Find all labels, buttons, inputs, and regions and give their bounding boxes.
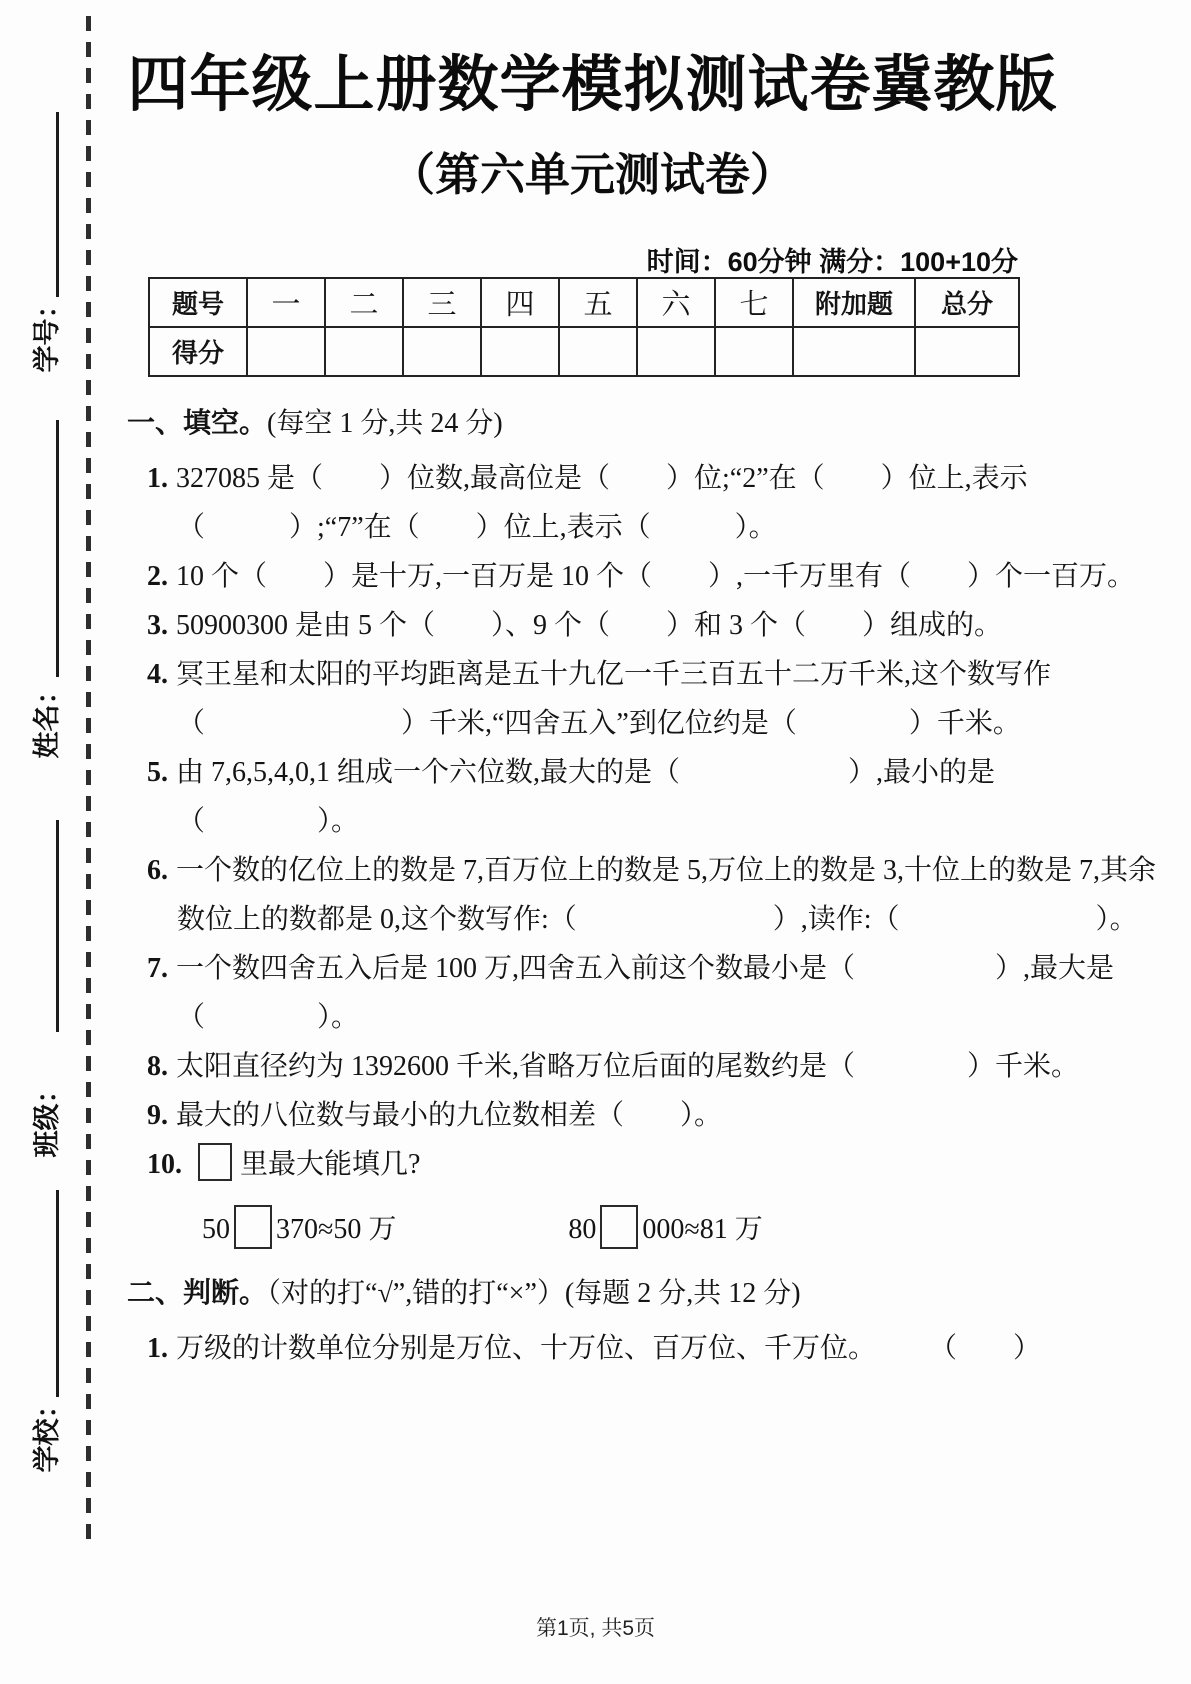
item-number: 4. [147,659,168,690]
page-title: 四年级上册数学模拟测试卷冀教版 [127,50,1058,118]
score-empty-cell [915,327,1019,376]
item-text: 里最大能填几? [240,1149,421,1180]
expression-text: 370≈50 万 [276,1214,397,1245]
school-label: 学校： [32,1391,62,1473]
score-table-score-row [149,327,1019,376]
section1-heading-title: 一、填空。 [127,407,268,438]
score-row-label: 得分 [149,327,247,376]
item-number: 9. [147,1100,168,1131]
score-empty-cell [637,327,715,376]
digit-box [600,1205,638,1249]
fill-item-9 [147,1091,1159,1140]
expression-text: 80 [568,1214,597,1245]
digit-box [198,1143,232,1181]
name-label: 姓名： [32,677,62,759]
fill-item-4 [147,650,1159,748]
time-score-note: 时间：60分钟 满分：100+10分 [646,247,1018,277]
item-text: 万级的计数单位分别是万位、十万位、百万位、千万位。 [176,1333,877,1364]
score-empty-cell [559,327,637,376]
item-number: 8. [147,1051,168,1082]
section1-heading-note: (每空 1 分,共 24 分) [267,408,503,439]
item-text: 10 个（ ）是十万,一百万是 10 个（ ）,一千万里有（ ）个一百万。 [176,561,1136,592]
judge-item-text [147,1324,876,1373]
school-fill-line [56,1190,59,1397]
item-number: 1. [147,463,168,494]
item-text: 太阳直径约为 1392600 千米,省略万位后面的尾数约是（ ）千米。 [176,1051,1080,1082]
score-empty-cell [715,327,793,376]
fill-item-5 [147,748,1159,846]
expression-text: 50 [202,1214,230,1245]
item-number: 5. [147,757,168,788]
item-number: 3. [147,610,168,641]
item-number: 6. [147,855,168,886]
score-empty-cell [793,327,915,376]
section1-heading [127,398,1159,448]
test-body [127,398,1159,1373]
score-table-cell-bonus: 附加题 [793,278,915,327]
score-table-cell: 一 [247,278,325,327]
student-id-fill-line [56,112,59,297]
fill-item-6 [147,846,1159,944]
fill-item-8 [147,1042,1159,1091]
digit-box [234,1205,272,1249]
class-label: 班级： [32,1076,62,1158]
score-table-cell: 二 [325,278,403,327]
item-number: 1. [147,1333,168,1364]
score-empty-cell [325,327,403,376]
item-text: 最大的八位数与最小的九位数相差（ ）。 [176,1100,723,1131]
section2-heading-note: （对的打“√”,错的打“×”）(每题 2 分,共 12 分) [267,1278,801,1309]
page-number: 第1页, 共5页 [535,1617,656,1640]
score-table-cell: 五 [559,278,637,327]
item-text: 一个数四舍五入后是 100 万,四舍五入前这个数最小是（ ）,最大是（ ）。 [176,953,1115,1033]
item-text: 由 7,6,5,4,0,1 组成一个六位数,最大的是（ ）,最小的是（ ）。 [176,757,996,837]
expression-2 [568,1205,762,1254]
item-number: 7. [147,953,168,984]
score-table [148,277,1020,377]
item-text: 50900300 是由 5 个（ ）、9 个（ ）和 3 个（ ）组成的。 [176,610,1003,641]
fill-item-2 [147,552,1159,601]
fill-item-1 [147,454,1159,552]
fill-item-10 [147,1140,1159,1189]
score-table-cell: 七 [715,278,793,327]
margin-dashed-divider [86,16,91,1544]
page-subtitle: （第六单元测试卷） [389,149,795,200]
judge-item-1 [147,1324,1159,1373]
fill-expressions-row [202,1205,1159,1254]
name-fill-line [56,420,59,677]
score-empty-cell [247,327,325,376]
class-fill-line [56,820,59,1032]
score-table-header-row [149,278,1019,327]
expression-text: 000≈81 万 [642,1214,763,1245]
score-table-cell: 三 [403,278,481,327]
score-empty-cell [403,327,481,376]
score-empty-cell [481,327,559,376]
student-id-label: 学号： [32,291,62,373]
section2-heading [127,1268,1159,1318]
score-table-cell-total: 总分 [915,278,1019,327]
item-number: 2. [147,561,168,592]
fill-item-3 [147,601,1159,650]
section2-heading-title: 二、判断。 [127,1277,268,1308]
judge-answer-blank: （ ） [928,1333,1041,1364]
item-number: 10. [147,1149,182,1180]
score-table-cell-question-no: 题号 [149,278,247,327]
score-table-cell: 六 [637,278,715,327]
item-text: 冥王星和太阳的平均距离是五十九亿一千三百五十二万千米,这个数写作（ ）千米,“四舍五入”到亿位约是（ ）千米。 [176,659,1052,739]
fill-item-7 [147,944,1159,1042]
score-table-cell: 四 [481,278,559,327]
expression-1 [202,1205,396,1254]
item-text: 327085 是（ ）位数,最高位是（ ）位;“2”在（ ）位上,表示（ ）;“7”在（ ）位上,表示（ ）。 [176,463,1028,543]
item-text: 一个数的亿位上的数是 7,百万位上的数是 5,万位上的数是 3,十位上的数是 7,其余数位上的数都是 0,这个数写作:（ ）,读作:（ ）。 [176,855,1157,935]
